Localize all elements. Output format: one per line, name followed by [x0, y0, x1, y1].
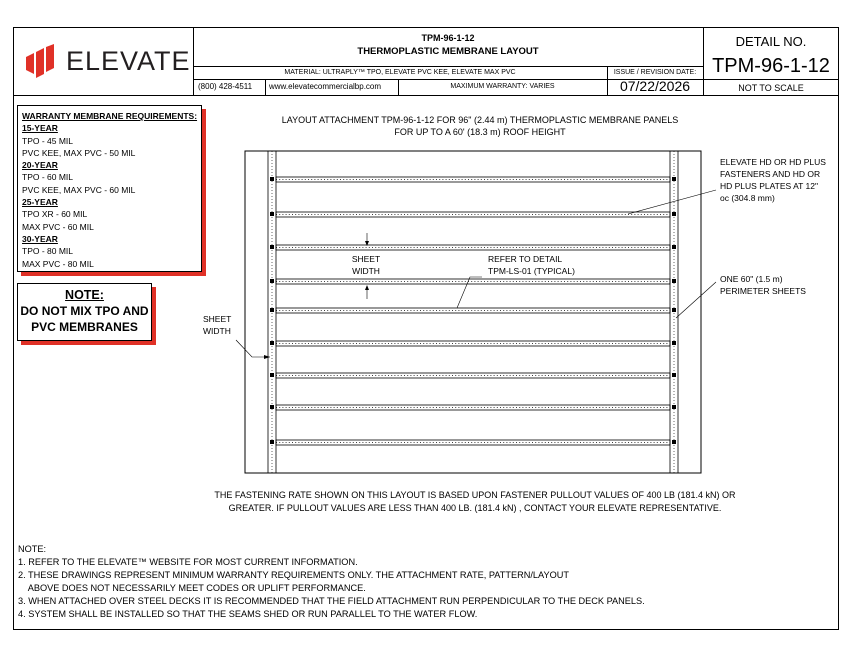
fastener-callout-leader	[628, 190, 716, 214]
material-line: MATERIAL: ULTRAPLY™ TPO, ELEVATE PVC KEE, ELEVATE MAX PVC	[284, 69, 516, 76]
phone-number: (800) 428-4511	[198, 82, 253, 91]
issue-date: 07/22/2026	[619, 78, 691, 94]
perimeter-callout-leader	[676, 282, 716, 318]
sheet-lap	[276, 279, 670, 284]
elevate-wordmark: ELEVATE	[66, 46, 191, 76]
fastener-callout-line3: HD PLUS PLATES AT 12"	[720, 181, 818, 191]
scale-note: NOT TO SCALE	[738, 83, 804, 93]
warranty-item: MAX PVC - 60 MIL	[22, 221, 94, 232]
warranty-item: TPO - 45 MIL	[22, 135, 74, 146]
drawing-heading-line1: LAYOUT ATTACHMENT TPM-96-1-12 FOR 96" (2.44 m) THERMOPLASTIC MEMBRANE PANELS	[281, 115, 679, 125]
sheet-lap	[276, 212, 670, 217]
general-notes	[18, 543, 645, 621]
membrane-note-line1: DO NOT MIX TPO AND	[20, 304, 149, 318]
warranty-term: 15-YEAR	[22, 123, 58, 134]
drawing-heading-line2: FOR UP TO A 60' (18.3 m) ROOF HEIGHT	[394, 127, 566, 137]
membrane-note-title: NOTE:	[65, 288, 104, 302]
title-code: TPM-96-1-12	[421, 33, 475, 43]
issue-label: ISSUE / REVISION DATE:	[613, 69, 697, 76]
warranty-item: MAX PVC - 80 MIL	[22, 258, 94, 269]
perimeter-callout-line1: ONE 60" (1.5 m)	[720, 274, 783, 284]
warranty-heading: WARRANTY MEMBRANE REQUIREMENTS:	[22, 111, 198, 121]
detail-number: TPM-96-1-12	[712, 55, 830, 77]
sheet-lap	[276, 245, 670, 250]
warranty-item: PVC KEE, MAX PVC - 50 MIL	[22, 147, 136, 158]
warranty-term: 20-YEAR	[22, 160, 58, 171]
note-item: 4. SYSTEM SHALL BE INSTALLED SO THAT THE SEAMS SHED OR RUN PARALLEL TO THE WATER FLOW.	[18, 609, 478, 619]
fastener-callout-line4: oc (304.8 mm)	[720, 193, 775, 203]
detail-label: DETAIL NO.	[735, 34, 807, 49]
sheet-lap	[276, 308, 670, 313]
note-item: ABOVE DOES NOT NECESSARILY MEET CODES OR UPLIFT PERFORMANCE.	[18, 583, 366, 593]
perimeter-callout-line2: PERIMETER SHEETS	[720, 286, 806, 296]
detail-callout-line1: REFER TO DETAIL	[488, 254, 563, 264]
membrane-sheets	[270, 177, 676, 445]
warranty-term: 25-YEAR	[22, 197, 58, 208]
max-warranty: MAXIMUM WARRANTY: VARIES	[450, 83, 555, 90]
sheet-width-arrow-up	[365, 285, 369, 290]
note-item: 1. REFER TO THE ELEVATE™ WEBSITE FOR MOST CURRENT INFORMATION.	[18, 557, 358, 567]
roof-outline	[245, 151, 701, 473]
note-item: 3. WHEN ATTACHED OVER STEEL DECKS IT IS RECOMMENDED THAT THE FIELD ATTACHMENT RUN PERPENDICULAR TO THE DECK PANELS.	[18, 596, 645, 606]
sheet-lap	[276, 373, 670, 378]
fastener-callout-line1: ELEVATE HD OR HD PLUS	[720, 157, 826, 167]
sheet-width-outer-leader	[236, 340, 270, 357]
fastener-callout-line2: FASTENERS AND HD OR	[720, 169, 821, 179]
detail-callout-line2: TPM-LS-01 (TYPICAL)	[488, 266, 575, 276]
sheet-width-inner-line1: SHEET	[351, 254, 381, 264]
sheet-lap	[276, 405, 670, 410]
sheet-width-outer-line1: SHEET	[203, 314, 232, 324]
sheet-lap	[276, 177, 670, 182]
warranty-item: TPO - 60 MIL	[22, 172, 74, 183]
website-link[interactable]: www.elevatecommercialbp.com	[269, 82, 382, 91]
warranty-term: 30-YEAR	[22, 233, 58, 244]
membrane-note-line2: PVC MEMBRANES	[31, 320, 138, 334]
warranty-item: TPO - 80 MIL	[22, 246, 74, 257]
note-item: 2. THESE DRAWINGS REPRESENT MINIMUM WARRANTY REQUIREMENTS ONLY. THE ATTACHMENT RATE, PATTERN/LAYOUT	[18, 570, 569, 580]
notes-title: NOTE:	[18, 544, 47, 554]
sheet-lap	[276, 440, 670, 445]
fastening-note-line2: GREATER. IF PULLOUT VALUES ARE LESS THAN 400 LB. (181.4 kN) , CONTACT YOUR ELEVATE REPRESENTATIVE.	[228, 503, 722, 513]
warranty-item: PVC KEE, MAX PVC - 60 MIL	[22, 184, 136, 195]
sheet-lap	[276, 341, 670, 346]
sheet-width-outer-line2: WIDTH	[203, 326, 231, 336]
sheet-width-inner-line2: WIDTH	[352, 266, 380, 276]
page-title: THERMOPLASTIC MEMBRANE LAYOUT	[357, 46, 539, 57]
fastening-note-line1: THE FASTENING RATE SHOWN ON THIS LAYOUT IS BASED UPON FASTENER PULLOUT VALUES OF 400 LB (181.4 kN) OR	[214, 490, 736, 500]
sheet-width-outer-arrow	[264, 355, 270, 359]
warranty-item: TPO XR - 60 MIL	[22, 209, 88, 220]
